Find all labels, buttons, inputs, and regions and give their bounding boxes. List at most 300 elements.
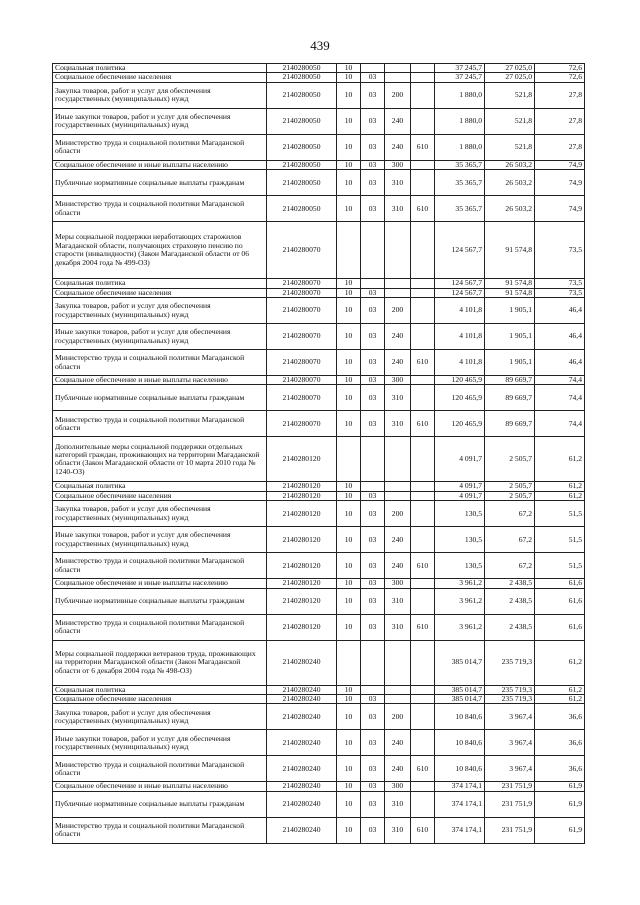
row-plan-cell: 10 840,6 [435,756,485,782]
row-section-cell: 10 [337,376,361,385]
row-code-cell: 2140280240 [267,817,337,843]
table-row [53,411,585,437]
budget-table-body [53,64,585,844]
row-name-cell: Социальное обеспечение населения [53,695,267,704]
row-percent-cell: 74,4 [535,411,585,437]
row-name-cell: Социальное обеспечение населения [53,73,267,82]
row-expense-type-cell [385,491,411,500]
row-plan-cell: 4 091,7 [435,437,485,482]
row-name-cell: Иные закупки товаров, работ и услуг для обеспечения государственных (муниципальных) нужд [53,527,267,553]
row-fact-cell: 521,8 [485,108,535,134]
row-code-cell: 2140280050 [267,196,337,222]
row-subsection-cell [361,279,385,288]
row-percent-cell: 27,8 [535,108,585,134]
row-subsection-cell [361,640,385,685]
row-section-cell: 10 [337,527,361,553]
row-name-cell: Иные закупки товаров, работ и услуг для обеспечения государственных (муниципальных) нужд [53,108,267,134]
row-code-cell: 2140280070 [267,288,337,297]
row-percent-cell: 61,9 [535,791,585,817]
row-subsection-cell: 03 [361,73,385,82]
row-plan-cell: 3 961,2 [435,614,485,640]
table-row [53,376,585,385]
row-expense-type-cell [385,482,411,491]
row-subsection-cell: 03 [361,411,385,437]
row-code-cell: 2140280120 [267,501,337,527]
row-subsection-cell: 03 [361,527,385,553]
row-code-cell: 2140280050 [267,134,337,160]
row-plan-cell: 1 880,0 [435,134,485,160]
row-expense-type-cell: 240 [385,527,411,553]
table-row [53,385,585,411]
row-section-cell: 10 [337,196,361,222]
row-expense-type-cell: 300 [385,579,411,588]
row-percent-cell: 46,4 [535,350,585,376]
row-expense-type-cell [385,437,411,482]
row-percent-cell: 61,2 [535,640,585,685]
row-name-cell: Социальное обеспечение и иные выплаты населению [53,160,267,169]
table-row [53,527,585,553]
row-plan-cell: 124 567,7 [435,288,485,297]
row-name-cell: Публичные нормативные социальные выплаты гражданам [53,170,267,196]
row-plan-cell: 35 365,7 [435,170,485,196]
row-fact-cell: 91 574,8 [485,279,535,288]
row-expense-type-cell: 240 [385,730,411,756]
row-administrator-cell [411,491,435,500]
row-section-cell: 10 [337,288,361,297]
table-row [53,640,585,685]
row-plan-cell: 1 880,0 [435,82,485,108]
row-fact-cell: 235 719,3 [485,685,535,694]
row-percent-cell: 51,5 [535,553,585,579]
row-code-cell: 2140280070 [267,222,337,279]
row-plan-cell: 120 465,9 [435,376,485,385]
row-name-cell: Публичные нормативные социальные выплаты гражданам [53,588,267,614]
row-name-cell: Социальная политика [53,279,267,288]
row-administrator-cell [411,82,435,108]
row-subsection-cell [361,64,385,73]
row-name-cell: Социальное обеспечение и иные выплаты населению [53,376,267,385]
row-administrator-cell [411,782,435,791]
table-row [53,791,585,817]
row-administrator-cell: 610 [411,411,435,437]
table-row [53,614,585,640]
row-percent-cell: 36,6 [535,704,585,730]
table-row [53,350,585,376]
row-section-cell: 10 [337,704,361,730]
row-percent-cell: 61,2 [535,491,585,500]
row-subsection-cell: 03 [361,350,385,376]
row-plan-cell: 4 091,7 [435,482,485,491]
row-section-cell: 10 [337,298,361,324]
row-code-cell: 2140280050 [267,73,337,82]
table-row [53,279,585,288]
row-fact-cell: 26 503,2 [485,196,535,222]
row-name-cell: Министерство труда и социальной политики Магаданской области [53,350,267,376]
row-section-cell: 10 [337,695,361,704]
row-plan-cell: 3 961,2 [435,588,485,614]
row-subsection-cell: 03 [361,82,385,108]
row-plan-cell: 3 961,2 [435,579,485,588]
row-code-cell: 2140280120 [267,579,337,588]
row-fact-cell: 67,2 [485,527,535,553]
table-row [53,501,585,527]
row-administrator-cell [411,288,435,297]
budget-table [52,63,585,844]
row-fact-cell: 235 719,3 [485,695,535,704]
row-administrator-cell [411,730,435,756]
row-percent-cell: 74,9 [535,160,585,169]
row-plan-cell: 120 465,9 [435,385,485,411]
row-name-cell: Министерство труда и социальной политики Магаданской области [53,196,267,222]
row-expense-type-cell: 240 [385,756,411,782]
row-fact-cell: 26 503,2 [485,170,535,196]
row-administrator-cell: 610 [411,134,435,160]
row-plan-cell: 10 840,6 [435,704,485,730]
row-plan-cell: 35 365,7 [435,160,485,169]
table-row [53,695,585,704]
row-percent-cell: 27,8 [535,82,585,108]
row-section-cell: 10 [337,553,361,579]
row-expense-type-cell [385,73,411,82]
row-fact-cell: 2 505,7 [485,482,535,491]
row-name-cell: Публичные нормативные социальные выплаты гражданам [53,385,267,411]
row-subsection-cell: 03 [361,108,385,134]
row-administrator-cell [411,704,435,730]
row-fact-cell: 67,2 [485,501,535,527]
row-expense-type-cell: 200 [385,704,411,730]
row-fact-cell: 1 905,1 [485,350,535,376]
row-fact-cell: 91 574,8 [485,288,535,297]
row-expense-type-cell [385,685,411,694]
row-subsection-cell: 03 [361,298,385,324]
row-expense-type-cell: 310 [385,170,411,196]
row-administrator-cell [411,160,435,169]
row-section-cell: 10 [337,782,361,791]
row-name-cell: Закупка товаров, работ и услуг для обеспечения государственных (муниципальных) нужд [53,298,267,324]
row-fact-cell: 89 669,7 [485,376,535,385]
row-section-cell: 10 [337,82,361,108]
row-code-cell: 2140280120 [267,553,337,579]
row-administrator-cell [411,482,435,491]
row-section-cell: 10 [337,685,361,694]
row-administrator-cell [411,376,435,385]
row-subsection-cell: 03 [361,730,385,756]
row-subsection-cell: 03 [361,614,385,640]
row-expense-type-cell [385,222,411,279]
row-expense-type-cell: 310 [385,385,411,411]
row-name-cell: Министерство труда и социальной политики Магаданской области [53,134,267,160]
row-administrator-cell [411,588,435,614]
row-section-cell [337,437,361,482]
row-code-cell: 2140280240 [267,782,337,791]
row-code-cell: 2140280070 [267,411,337,437]
row-percent-cell: 61,6 [535,588,585,614]
row-percent-cell: 74,9 [535,170,585,196]
row-expense-type-cell [385,695,411,704]
row-name-cell: Социальное обеспечение населения [53,288,267,297]
row-subsection-cell: 03 [361,196,385,222]
row-subsection-cell: 03 [361,160,385,169]
row-plan-cell: 374 174,1 [435,782,485,791]
table-row [53,588,585,614]
row-fact-cell: 91 574,8 [485,222,535,279]
row-section-cell: 10 [337,730,361,756]
row-administrator-cell [411,222,435,279]
row-fact-cell: 1 905,1 [485,324,535,350]
table-row [53,82,585,108]
row-percent-cell: 61,2 [535,685,585,694]
row-code-cell: 2140280120 [267,437,337,482]
row-plan-cell: 385 014,7 [435,640,485,685]
row-fact-cell: 89 669,7 [485,411,535,437]
row-fact-cell: 27 025,0 [485,64,535,73]
row-fact-cell: 67,2 [485,553,535,579]
row-fact-cell: 2 505,7 [485,437,535,482]
row-administrator-cell [411,170,435,196]
row-fact-cell: 231 751,9 [485,791,535,817]
row-name-cell: Иные закупки товаров, работ и услуг для обеспечения государственных (муниципальных) нужд [53,324,267,350]
row-percent-cell: 51,5 [535,527,585,553]
row-administrator-cell: 610 [411,817,435,843]
row-fact-cell: 2 438,5 [485,614,535,640]
table-row [53,817,585,843]
row-administrator-cell [411,324,435,350]
row-section-cell: 10 [337,482,361,491]
row-name-cell: Социальная политика [53,482,267,491]
row-plan-cell: 1 880,0 [435,108,485,134]
row-expense-type-cell: 310 [385,196,411,222]
row-plan-cell: 4 101,8 [435,298,485,324]
row-percent-cell: 36,6 [535,756,585,782]
row-plan-cell: 385 014,7 [435,695,485,704]
row-fact-cell: 521,8 [485,82,535,108]
row-percent-cell: 74,4 [535,376,585,385]
row-section-cell: 10 [337,817,361,843]
row-fact-cell: 521,8 [485,134,535,160]
table-row [53,73,585,82]
table-row [53,160,585,169]
row-expense-type-cell [385,640,411,685]
row-code-cell: 2140280240 [267,695,337,704]
row-code-cell: 2140280070 [267,324,337,350]
row-fact-cell: 2 438,5 [485,588,535,614]
row-expense-type-cell: 300 [385,160,411,169]
row-section-cell: 10 [337,501,361,527]
row-plan-cell: 374 174,1 [435,791,485,817]
row-section-cell: 10 [337,579,361,588]
row-administrator-cell [411,640,435,685]
row-expense-type-cell: 300 [385,376,411,385]
row-section-cell: 10 [337,108,361,134]
row-section-cell: 10 [337,588,361,614]
row-name-cell: Министерство труда и социальной политики Магаданской области [53,817,267,843]
row-percent-cell: 46,4 [535,298,585,324]
row-code-cell: 2140280050 [267,82,337,108]
row-name-cell: Иные закупки товаров, работ и услуг для обеспечения государственных (муниципальных) нужд [53,730,267,756]
row-code-cell: 2140280050 [267,108,337,134]
row-percent-cell: 74,4 [535,385,585,411]
row-code-cell: 2140280050 [267,64,337,73]
row-subsection-cell: 03 [361,501,385,527]
row-name-cell: Министерство труда и социальной политики Магаданской области [53,756,267,782]
row-expense-type-cell: 310 [385,614,411,640]
row-administrator-cell [411,685,435,694]
row-code-cell: 2140280120 [267,527,337,553]
row-plan-cell: 120 465,9 [435,411,485,437]
table-row [53,222,585,279]
row-name-cell: Социальное обеспечение и иные выплаты населению [53,782,267,791]
row-percent-cell: 73,5 [535,288,585,297]
row-administrator-cell [411,108,435,134]
row-expense-type-cell: 240 [385,553,411,579]
row-section-cell: 10 [337,491,361,500]
row-plan-cell: 4 101,8 [435,350,485,376]
row-administrator-cell: 610 [411,756,435,782]
row-fact-cell: 1 905,1 [485,298,535,324]
row-code-cell: 2140280240 [267,756,337,782]
row-plan-cell: 124 567,7 [435,222,485,279]
row-name-cell: Закупка товаров, работ и услуг для обеспечения государственных (муниципальных) нужд [53,501,267,527]
row-code-cell: 2140280240 [267,640,337,685]
row-code-cell: 2140280070 [267,350,337,376]
row-section-cell: 10 [337,170,361,196]
row-code-cell: 2140280240 [267,704,337,730]
row-subsection-cell: 03 [361,704,385,730]
row-percent-cell: 74,9 [535,196,585,222]
row-fact-cell: 231 751,9 [485,817,535,843]
row-section-cell: 10 [337,279,361,288]
row-expense-type-cell: 200 [385,298,411,324]
row-administrator-cell [411,298,435,324]
row-subsection-cell: 03 [361,756,385,782]
row-expense-type-cell: 300 [385,782,411,791]
page-number: 439 [310,38,330,53]
row-expense-type-cell: 240 [385,350,411,376]
row-expense-type-cell: 240 [385,324,411,350]
row-plan-cell: 37 245,7 [435,73,485,82]
row-administrator-cell: 610 [411,614,435,640]
row-name-cell: Министерство труда и социальной политики Магаданской области [53,411,267,437]
row-administrator-cell [411,527,435,553]
row-name-cell: Меры социальной поддержки неработающих старожилов Магаданской области, получающих страховую пенсию по старости (инвалидности) (Закон Магаданской области от 06 декабря 2004 года № 499-ОЗ) [53,222,267,279]
row-plan-cell: 385 014,7 [435,685,485,694]
row-subsection-cell: 03 [361,695,385,704]
row-name-cell: Министерство труда и социальной политики Магаданской области [53,553,267,579]
row-subsection-cell [361,222,385,279]
table-row [53,553,585,579]
table-row [53,437,585,482]
row-plan-cell: 4 101,8 [435,324,485,350]
row-expense-type-cell: 310 [385,791,411,817]
row-section-cell: 10 [337,64,361,73]
row-subsection-cell: 03 [361,588,385,614]
row-section-cell: 10 [337,350,361,376]
row-administrator-cell [411,579,435,588]
row-plan-cell: 37 245,7 [435,64,485,73]
row-plan-cell: 130,5 [435,501,485,527]
row-expense-type-cell [385,279,411,288]
row-subsection-cell: 03 [361,553,385,579]
row-section-cell: 10 [337,614,361,640]
row-code-cell: 2140280240 [267,791,337,817]
table-row [53,782,585,791]
row-subsection-cell: 03 [361,491,385,500]
row-code-cell: 2140280070 [267,376,337,385]
row-percent-cell: 61,2 [535,695,585,704]
row-administrator-cell [411,437,435,482]
row-administrator-cell: 610 [411,196,435,222]
row-administrator-cell [411,73,435,82]
table-row [53,579,585,588]
row-percent-cell: 36,6 [535,730,585,756]
row-subsection-cell: 03 [361,385,385,411]
row-expense-type-cell: 200 [385,501,411,527]
row-percent-cell: 61,9 [535,817,585,843]
table-row [53,482,585,491]
row-percent-cell: 51,5 [535,501,585,527]
row-percent-cell: 73,5 [535,279,585,288]
row-name-cell: Социальная политика [53,685,267,694]
row-administrator-cell [411,791,435,817]
table-row [53,730,585,756]
row-subsection-cell: 03 [361,782,385,791]
row-expense-type-cell: 240 [385,108,411,134]
row-percent-cell: 61,9 [535,782,585,791]
row-percent-cell: 61,2 [535,482,585,491]
row-name-cell: Закупка товаров, работ и услуг для обеспечения государственных (муниципальных) нужд [53,704,267,730]
row-code-cell: 2140280240 [267,730,337,756]
row-name-cell: Публичные нормативные социальные выплаты гражданам [53,791,267,817]
row-section-cell: 10 [337,160,361,169]
row-expense-type-cell: 240 [385,134,411,160]
row-code-cell: 2140280050 [267,160,337,169]
table-row [53,491,585,500]
row-fact-cell: 26 503,2 [485,160,535,169]
row-administrator-cell [411,64,435,73]
row-fact-cell: 27 025,0 [485,73,535,82]
row-administrator-cell [411,501,435,527]
table-row [53,288,585,297]
row-fact-cell: 89 669,7 [485,385,535,411]
row-percent-cell: 61,6 [535,614,585,640]
row-subsection-cell [361,482,385,491]
row-fact-cell: 235 719,3 [485,640,535,685]
row-percent-cell: 61,2 [535,437,585,482]
row-percent-cell: 46,4 [535,324,585,350]
row-plan-cell: 35 365,7 [435,196,485,222]
row-expense-type-cell [385,288,411,297]
row-administrator-cell: 610 [411,350,435,376]
row-expense-type-cell: 200 [385,82,411,108]
row-subsection-cell: 03 [361,324,385,350]
row-name-cell: Закупка товаров, работ и услуг для обеспечения государственных (муниципальных) нужд [53,82,267,108]
row-administrator-cell: 610 [411,553,435,579]
row-fact-cell: 3 967,4 [485,730,535,756]
table-row [53,704,585,730]
row-name-cell: Меры социальной поддержки ветеранов труда, проживающих на территории Магаданской области (Закон Магаданской области от 6 декабря 2004 года № 498-ОЗ) [53,640,267,685]
row-plan-cell: 4 091,7 [435,491,485,500]
row-section-cell: 10 [337,411,361,437]
row-expense-type-cell: 310 [385,411,411,437]
row-code-cell: 2140280120 [267,491,337,500]
table-row [53,324,585,350]
row-section-cell: 10 [337,756,361,782]
table-row [53,298,585,324]
row-percent-cell: 73,5 [535,222,585,279]
table-row [53,170,585,196]
row-subsection-cell [361,437,385,482]
table-row [53,756,585,782]
